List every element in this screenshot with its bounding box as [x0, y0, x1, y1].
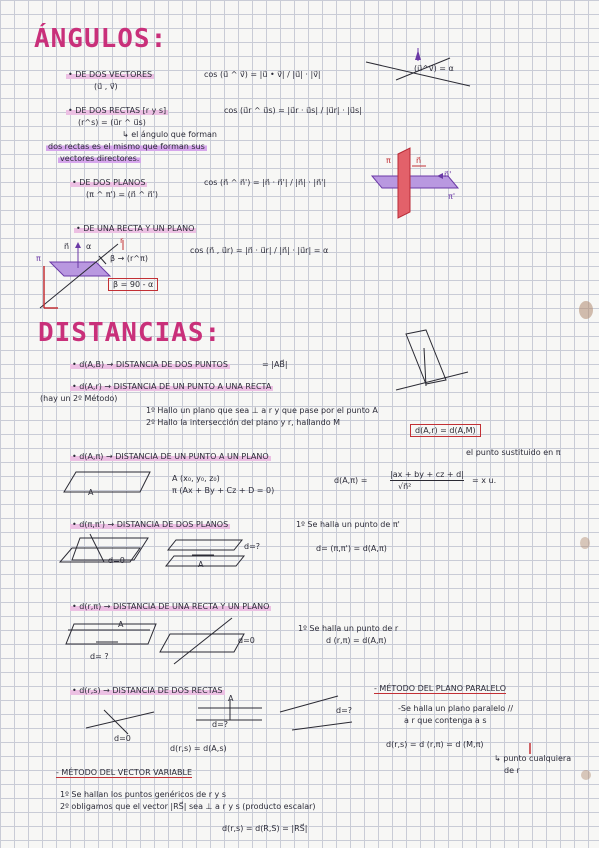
beta-label: β → (r^π) — [110, 254, 148, 263]
dpipi-d0: d=0 — [108, 556, 125, 565]
drs-d0: d=0 — [114, 734, 131, 743]
dar-step-2: 2º Hallo la intersección del plano y r, hallando M — [146, 418, 341, 427]
planes-formula: cos (n⃗ ^ n⃗') = |n⃗ · n⃗'| / |n⃗| · |n⃗'| — [204, 178, 327, 187]
line-plane-diagram-alpha: α — [86, 242, 92, 251]
planes-diagram-pi: π — [386, 156, 391, 165]
planes-diagram-pi2: π' — [448, 192, 456, 201]
vectors-sub: (u⃗ , v⃗) — [94, 82, 118, 91]
planes-diagram-n: n⃗ — [416, 156, 422, 165]
lines-note-1: ↳ el ángulo que forman — [122, 130, 217, 139]
drs-formula: d(r,s) = d(A,s) — [170, 744, 227, 753]
planes-diagram-n2: n⃗' — [444, 170, 452, 179]
parallel-method-title: - MÉTODO DEL PLANO PARALELO — [374, 684, 507, 693]
dab-label: • d(A,B) → DISTANCIA DE DOS PUNTOS — [72, 360, 228, 369]
variable-method-result: d(r,s) = d(R,S) = |RS⃗| — [222, 824, 308, 833]
dapi-denominator: √n⃗² — [398, 482, 412, 491]
drs-A: A — [228, 694, 234, 703]
vectors-formula: cos (u⃗ ^ v⃗) = |u⃗ • v⃗| / |u⃗| · |v⃗| — [204, 70, 321, 79]
drs-dq2: d=? — [336, 706, 353, 715]
parallel-method-formula: d(r,s) = d (r,π) = d (M,π) — [386, 740, 484, 749]
dar-label: • d(A,r) → DISTANCIA DE UN PUNTO A UNA RECTA — [72, 382, 272, 391]
lines-note-3: vectores directores. — [60, 154, 140, 163]
parallel-method-note-1: ↳ punto cualquiera — [494, 754, 572, 763]
parallel-method-step-2: a r que contenga a s — [404, 716, 487, 725]
variable-method-step-1: 1º Se hallan los puntos genéricos de r y s — [60, 790, 226, 799]
dar-result: d(A,r) = d(A,M) — [410, 424, 481, 437]
dpipi-step: 1º Se halla un punto de π' — [296, 520, 400, 529]
dapi-formula-rhs: = x u. — [472, 476, 497, 485]
variable-method-title: - MÉTODO DEL VECTOR VARIABLE — [56, 768, 193, 777]
beta-box: β = 90 - α — [108, 278, 158, 291]
line-plane-diagram-n: n⃗ — [64, 242, 70, 251]
drs-dq: d=? — [212, 720, 229, 729]
dar-step-1: 1º Hallo un plano que sea ⊥ a r y que pase por el punto A — [146, 406, 378, 415]
line-plane-formula: cos (n⃗ , u⃗r) = |n⃗ · u⃗r| / |n⃗| · |u⃗r| = α — [190, 246, 329, 255]
drpi-d0: d=0 — [238, 636, 255, 645]
dapi-plane: π (Ax + By + Cz + D = 0) — [172, 486, 275, 495]
drpi-step: 1º Se halla un punto de r — [298, 624, 399, 633]
dapi-label: • d(A,π) → DISTANCIA DE UN PUNTO A UN PLANO — [72, 452, 269, 461]
drpi-label: • d(r,π) → DISTANCIA DE UNA RECTA Y UN PLANO — [72, 602, 270, 611]
distances-title: DISTANCIAS: — [38, 318, 222, 348]
line-plane-diagram-r: r — [120, 236, 124, 245]
vectors-diagram-label: (u⃗^v⃗) = α — [414, 64, 454, 73]
vectors-label: • DE DOS VECTORES — [68, 70, 153, 79]
drpi-A: A — [118, 620, 124, 629]
lines-sub: (r^s) = (u⃗r ^ u⃗s) — [78, 118, 146, 127]
dpipi-label: • d(π,π') → DISTANCIA DE DOS PLANOS — [72, 520, 229, 529]
lines-formula: cos (u⃗r ^ u⃗s) = |u⃗r · u⃗s| / |u⃗r| · |u⃗s| — [224, 106, 362, 115]
dab-value: = |AB⃗| — [262, 360, 288, 369]
drpi-formula: d (r,π) = d(A,π) — [326, 636, 387, 645]
parallel-method-step-1: -Se halla un plano paralelo // — [398, 704, 514, 713]
dar-note: (hay un 2º Método) — [40, 394, 118, 403]
dapi-A: A — [88, 488, 94, 497]
dpipi-dq: d=? — [244, 542, 261, 551]
planes-sub: (π ^ π') = (n⃗ ^ n⃗') — [86, 190, 159, 199]
dapi-numerator: |ax + by + cz + d| — [390, 470, 464, 479]
line-plane-label: • DE UNA RECTA Y UN PLANO — [76, 224, 195, 233]
dapi-note: el punto sustituido en π — [466, 448, 561, 457]
line-plane-diagram-pi: π — [36, 254, 41, 263]
angles-title: ÁNGULOS: — [34, 24, 168, 54]
parallel-method-note-2: de r — [504, 766, 520, 775]
dapi-formula-lhs: d(A,π) = — [334, 476, 368, 485]
dpipi-formula: d= (π,π') = d(A,π) — [316, 544, 387, 553]
dpipi-A: A — [198, 560, 204, 569]
dapi-point: A (x₀, y₀, z₀) — [172, 474, 220, 483]
drpi-dq: d= ? — [90, 652, 109, 661]
lines-note-2: dos rectas es el mismo que forman sus — [48, 142, 205, 151]
drs-label: • d(r,s) → DISTANCIA DE DOS RECTAS — [72, 686, 223, 695]
lines-label: • DE DOS RECTAS [r y s] — [68, 106, 167, 115]
variable-method-step-2: 2º obligamos que el vector |RS⃗| sea ⊥ a r y s (producto escalar) — [60, 802, 316, 811]
planes-label: • DE DOS PLANOS — [72, 178, 146, 187]
